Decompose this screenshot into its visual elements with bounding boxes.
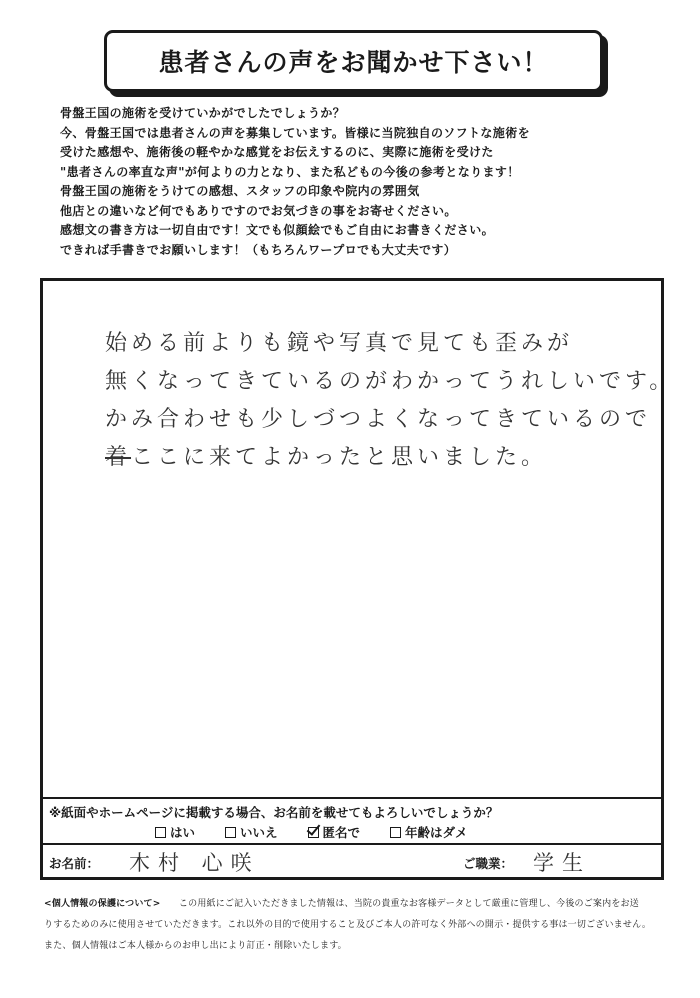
checkbox[interactable] [225,827,236,838]
intro-line: 感想文の書き方は一切自由です！文でも似顔絵でもご自由にお書きください。 [60,223,495,237]
checkbox[interactable] [390,827,401,838]
option-label: はい [170,825,196,840]
page-title: 患者さんの声をお聞かせ下さい！ [104,30,603,92]
name-occupation-row [43,843,661,879]
privacy-text: この用紙にご記入いただきました情報は、当院の貴重なお客様データとして厳重に管理し、今後のご案内をお送 [178,899,639,909]
intro-line: "患者さんの率直な声"が何よりの力となり、また私どもの今後の参考となります！ [60,164,520,179]
privacy-notice [44,894,684,957]
occupation-value[interactable]: 学生 [533,851,591,875]
intro-line: 受けた感想や、施術後の軽やかな感覚をお伝えするのに、実際に施術を受けた [60,145,494,159]
privacy-heading: <個人情報の保護について> [44,899,161,909]
crossed-out-char: 着 [105,445,132,470]
checkbox-checked[interactable] [308,827,319,838]
option-yes[interactable] [155,823,195,841]
occupation-label: ご職業： [463,856,514,871]
option-label: いいえ [240,825,278,840]
handwritten-line: かみ合わせも少しづつよくなってきているので [105,407,652,432]
option-no[interactable] [225,823,278,841]
name-label: お名前： [49,856,100,871]
option-no-age[interactable] [390,823,468,841]
intro-line: 骨盤王国の施術をうけての感想、スタッフの印象や院内の雰囲気 [60,184,420,198]
privacy-line: また、個人情報はご本人様からのお申し出により訂正・削除いたします。 [44,941,347,951]
handwritten-line: 無くなってきているのがわかってうれしいです。 [105,369,676,394]
option-anonymous[interactable] [308,823,361,841]
comment-frame [40,278,676,880]
consent-section [43,797,661,843]
intro-text [60,104,680,260]
checkbox[interactable] [155,827,166,838]
handwritten-line-text: ここに来てよかったと思いました。 [131,445,548,470]
handwritten-line: 始める前よりも鏡や写真で見ても歪みが [105,331,574,356]
consent-question: ※紙面やホームページに掲載する場合、お名前を載せてもよろしいでしょうか？ [49,805,499,820]
consent-options [155,823,468,841]
handwritten-line [105,439,645,477]
intro-line: 他店との違いなど何でもありですのでお気づきの事をお寄せください。 [60,203,457,218]
intro-line: できれば手書きでお願いします！（もちろんワープロでも大丈夫です） [60,242,457,257]
handwritten-comment [105,325,676,477]
intro-line: 骨盤王国の施術を受けていかがでしたでしょうか？ [60,106,346,120]
name-value[interactable]: 木村 心咲 [129,851,260,875]
option-label: 年齢はダメ [405,825,468,840]
intro-line: 今、骨盤王国では患者さんの声を募集しています。皆様に当院独自のソフトな施術を [60,125,531,140]
privacy-line: りするためのみに使用させていただきます。これ以外の目的で使用すること及びご本人の許可なく外部への開示・提供する事は一切ございません。 [44,920,652,930]
privacy-line [44,894,684,915]
option-label: 匿名で [322,825,361,840]
